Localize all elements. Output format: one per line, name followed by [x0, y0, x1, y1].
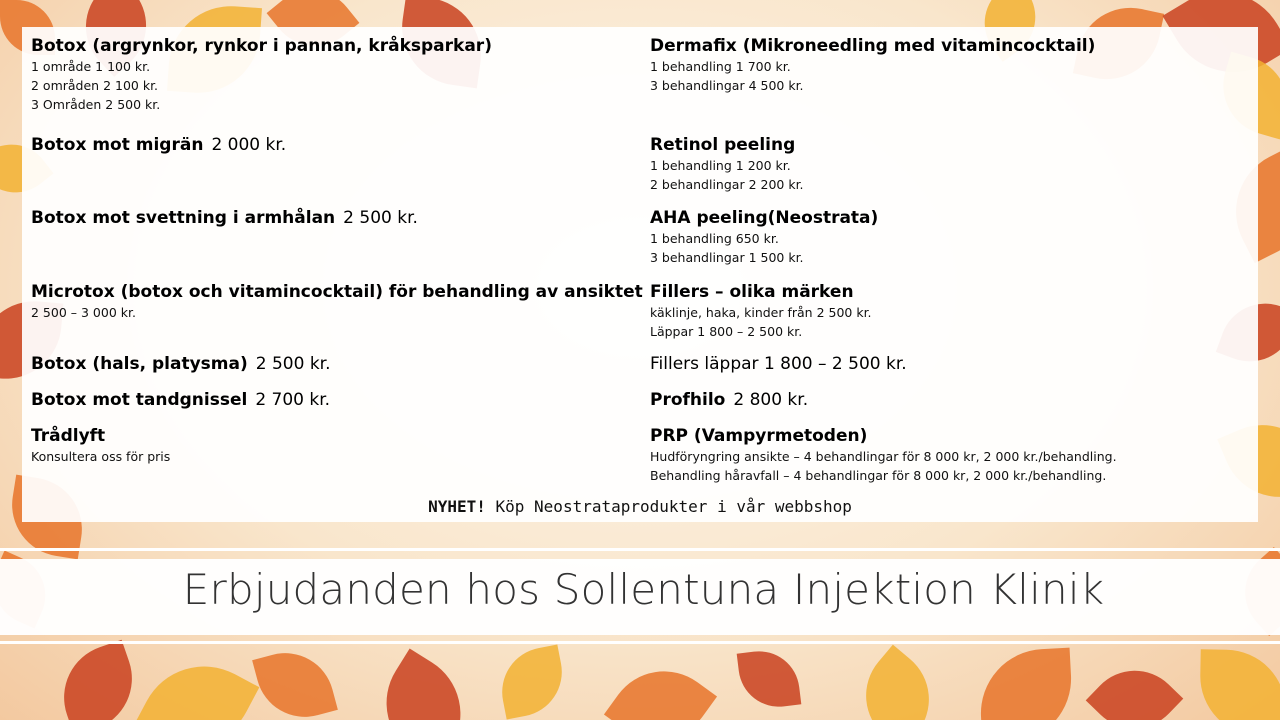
item-detail-line: Konsultera oss för pris [31, 449, 171, 464]
item-detail-line: Läppar 1 800 – 2 500 kr. [650, 324, 803, 339]
news-label: NYHET! [428, 497, 486, 516]
item-price: Fillers läppar 1 800 – 2 500 kr. [650, 354, 907, 374]
item-detail-line: käklinje, haka, kinder från 2 500 kr. [650, 305, 872, 320]
item-name: Trådlyft [31, 426, 106, 446]
item-price: 2 800 kr. [733, 390, 809, 410]
item-detail-line: 3 behandlingar 4 500 kr. [650, 78, 804, 93]
item-price: 2 700 kr. [255, 390, 331, 410]
divider-top [0, 548, 1280, 551]
item-detail-line: 2 behandlingar 2 200 kr. [650, 177, 804, 192]
item-title [650, 281, 1250, 303]
item-name: PRP (Vampyrmetoden) [650, 426, 868, 446]
page-title: Erbjudanden hos Sollentuna Injektion Klinik [182, 565, 1105, 614]
item-title [650, 389, 1250, 411]
item-title [650, 134, 1250, 156]
leaf-decoration [134, 644, 260, 720]
right-item [650, 207, 1250, 267]
item-name: Botox (argrynkor, rynkor i pannan, kråksparkar) [31, 36, 492, 56]
item-title [31, 425, 631, 447]
left-item [31, 134, 631, 156]
item-detail-line: 2 500 – 3 000 kr. [31, 305, 136, 320]
item-name: Microtox (botox och vitamincocktail) för behandling av ansiktet [31, 282, 643, 302]
item-title [31, 353, 631, 375]
leaf-decoration [50, 640, 147, 720]
leaf-decoration [845, 645, 951, 720]
item-title [31, 134, 631, 156]
left-item [31, 35, 631, 114]
leaf-decoration [364, 649, 484, 720]
item-title [650, 353, 1250, 375]
right-item [650, 134, 1250, 194]
news-text: Köp Neostrataprodukter i vår webbshop [485, 497, 852, 516]
leaf-decoration [978, 648, 1075, 720]
item-detail-line: 2 områden 2 100 kr. [31, 78, 159, 93]
left-item [31, 207, 631, 229]
item-title [650, 425, 1250, 447]
leaf-decoration [252, 642, 338, 720]
item-price: 2 000 kr. [211, 135, 287, 155]
item-price: 2 500 kr. [255, 354, 331, 374]
news-banner [22, 497, 1258, 516]
left-item [31, 281, 643, 322]
item-detail-line: Behandling håravfall – 4 behandlingar för 8 000 kr, 2 000 kr./behandling. [650, 468, 1107, 483]
left-item [31, 353, 631, 375]
item-name: Botox (hals, platysma) [31, 354, 248, 374]
item-name: Botox mot migrän [31, 135, 204, 155]
right-item [650, 353, 1250, 375]
item-detail-line: 3 behandlingar 1 500 kr. [650, 250, 804, 265]
item-detail-line: 1 område 1 100 kr. [31, 59, 151, 74]
item-title [31, 389, 631, 411]
item-title [650, 35, 1250, 57]
leaf-decoration [1199, 649, 1280, 720]
item-title [650, 207, 1250, 229]
right-item [650, 281, 1250, 341]
item-name: AHA peeling(Neostrata) [650, 208, 879, 228]
left-item [31, 389, 631, 411]
item-detail-line: 1 behandling 1 200 kr. [650, 158, 791, 173]
right-item [650, 35, 1250, 95]
right-item [650, 425, 1250, 485]
item-title [31, 35, 631, 57]
leaf-decoration [1086, 651, 1184, 720]
item-detail-line: Hudföryngring ansikte – 4 behandlingar för 8 000 kr, 2 000 kr./behandling. [650, 449, 1117, 464]
item-name: Retinol peeling [650, 135, 796, 155]
item-title [31, 281, 643, 303]
price-list-panel [22, 27, 1258, 522]
left-item [31, 425, 631, 466]
item-detail-line: 1 behandling 1 700 kr. [650, 59, 791, 74]
item-name: Botox mot tandgnissel [31, 390, 248, 410]
item-name: Botox mot svettning i armhålan [31, 208, 336, 228]
item-name: Fillers – olika märken [650, 282, 854, 302]
item-title [31, 207, 631, 229]
leaf-decoration [494, 644, 569, 719]
item-name: Profhilo [650, 390, 726, 410]
item-name: Dermafix (Mikroneedling med vitamincocktail) [650, 36, 1096, 56]
divider-bottom [0, 641, 1280, 644]
item-detail-line: 1 behandling 650 kr. [650, 231, 779, 246]
leaf-decoration [604, 649, 717, 720]
item-detail-line: 3 Områden 2 500 kr. [31, 97, 161, 112]
leaf-decoration [737, 647, 802, 712]
item-price: 2 500 kr. [343, 208, 418, 228]
right-item [650, 389, 1250, 411]
